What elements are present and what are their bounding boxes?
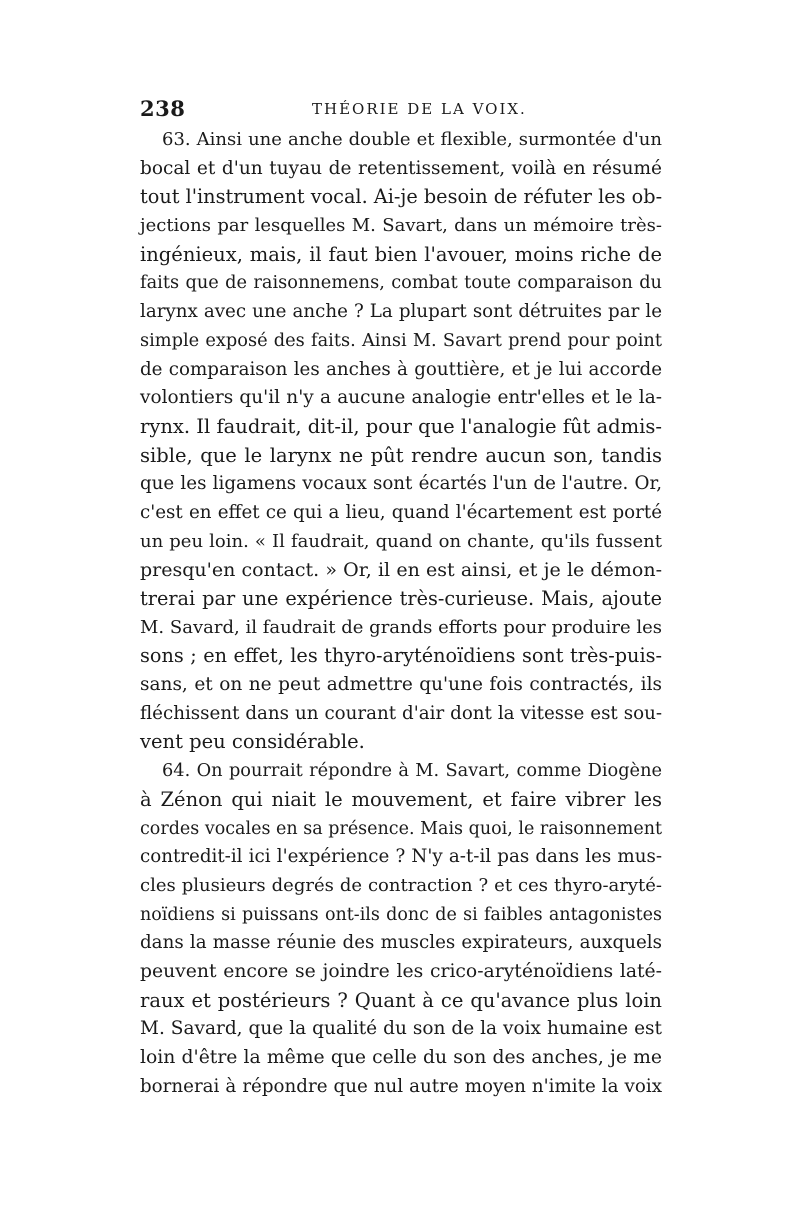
body-text bbox=[140, 126, 662, 1101]
text-line: vent peu considérable. bbox=[140, 730, 365, 754]
text-line: peuvent encore se joindre les crico-aryténoïdiens laté- bbox=[140, 960, 662, 982]
text-line: M. Savard, que la qualité du son de la voix humaine est bbox=[140, 1018, 662, 1040]
running-head: THÉORIE DE LA VOIX. bbox=[312, 100, 527, 118]
text-line: jections par lesquelles M. Savart, dans un mémoire très- bbox=[140, 215, 662, 237]
text-line: tout l'instrument vocal. Ai-je besoin de réfuter les ob- bbox=[140, 185, 663, 209]
text-line: cles plusieurs degrés de contraction ? et ces thyro-aryté- bbox=[140, 874, 662, 896]
text-line: un peu loin. « Il faudrait, quand on chante, qu'ils fussent bbox=[140, 530, 662, 552]
text-line: 64. On pourrait répondre à M. Savart, comme Diogène bbox=[162, 761, 662, 782]
text-line: noïdiens si puissans ont-ils donc de si faibles antagonistes bbox=[140, 904, 662, 925]
text-line: faits que de raisonnemens, combat toute comparaison du bbox=[140, 273, 662, 294]
text-line: cordes vocales en sa présence. Mais quoi, le raisonnement bbox=[140, 818, 662, 839]
text-line: larynx avec une anche ? La plupart sont détruites par le bbox=[140, 301, 662, 323]
text-line: raux et postérieurs ? Quant à ce qu'avance plus loin bbox=[140, 988, 662, 1012]
text-line: ingénieux, mais, il faut bien l'avouer, moins riche de bbox=[140, 242, 662, 266]
text-line: que les ligamens vocaux sont écartés l'un de l'autre. Or, bbox=[140, 473, 662, 495]
text-line: dans la masse réunie des muscles expirateurs, auxquels bbox=[140, 932, 662, 954]
text-line: sible, que le larynx ne pût rendre aucun son, tandis bbox=[140, 443, 662, 467]
page-number: 238 bbox=[140, 96, 186, 121]
text-line: bornerai à répondre que nul autre moyen n'imite la voix bbox=[140, 1075, 662, 1097]
text-line: 63. Ainsi une anche double et flexible, surmontée d'un bbox=[162, 129, 662, 150]
text-line: à Zénon qui niait le mouvement, et faire vibrer les bbox=[140, 787, 662, 811]
text-line: bocal et d'un tuyau de retentissement, voilà en résumé bbox=[140, 157, 662, 179]
text-line: trerai par une expérience très-curieuse. Mais, ajoute bbox=[140, 587, 662, 610]
text-line: M. Savard, il faudrait de grands efforts pour produire les bbox=[140, 616, 662, 638]
text-line: contredit-il ici l'expérience ? N'y a-t-il pas dans les mus- bbox=[140, 846, 662, 868]
text-line: sons ; en effet, les thyro-aryténoïdiens sont très-puis- bbox=[140, 644, 662, 668]
page-header bbox=[140, 96, 662, 120]
text-line: sans, et on ne peut admettre qu'une fois contractés, ils bbox=[140, 674, 662, 696]
text-line: fléchissent dans un courant d'air dont la vitesse est sou- bbox=[140, 702, 662, 724]
text-line: simple exposé des faits. Ainsi M. Savart prend pour point bbox=[140, 330, 662, 351]
text-line: presqu'en contact. » Or, il en est ainsi, et je le démon- bbox=[140, 559, 662, 582]
text-line: rynx. Il faudrait, dit-il, pour que l'analogie fût admis- bbox=[140, 414, 662, 438]
text-line: volontiers qu'il n'y a aucune analogie entr'elles et le la- bbox=[140, 387, 662, 409]
text-line: de comparaison les anches à gouttière, et je lui accorde bbox=[140, 358, 662, 380]
text-line: loin d'être la même que celle du son des anches, je me bbox=[140, 1047, 662, 1068]
text-line: c'est en effet ce qui a lieu, quand l'écartement est porté bbox=[140, 501, 662, 523]
